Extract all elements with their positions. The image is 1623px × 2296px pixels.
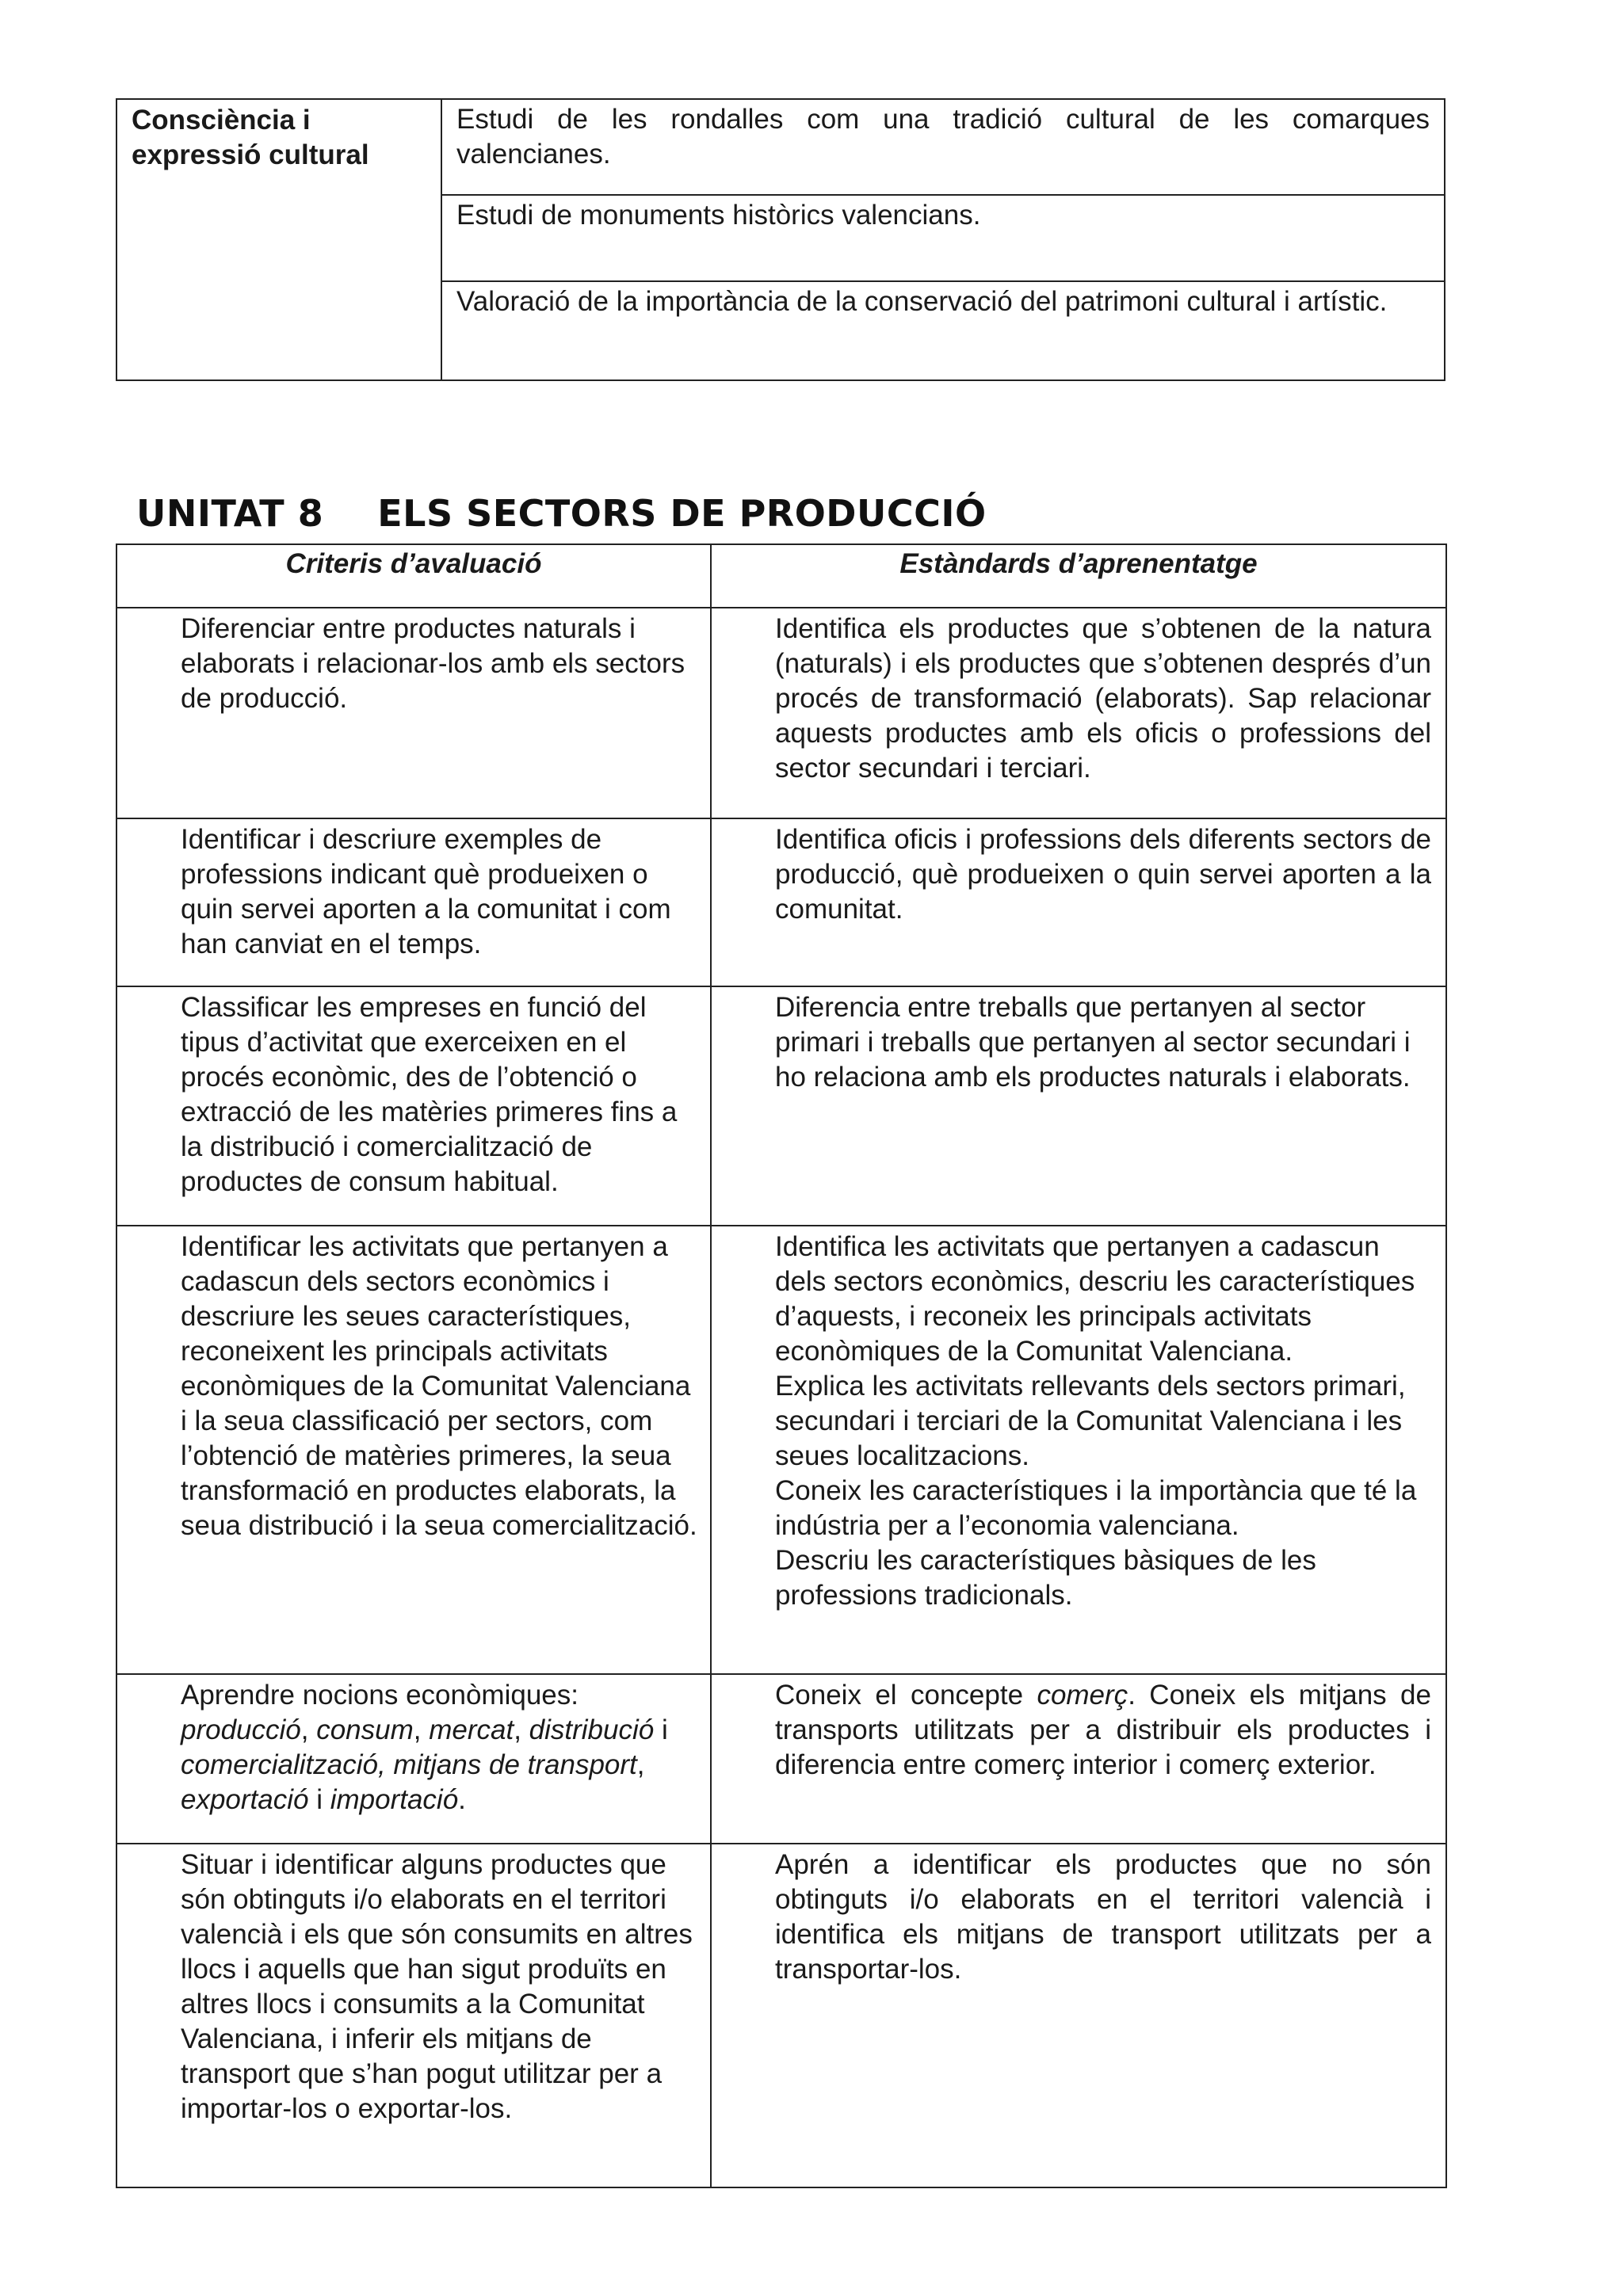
criteria-cell: Identificar i descriure exemples de professions indicant què produeixen o quin servei aporten a la comunitat i com han canviat en el temps. [116, 818, 711, 986]
standards-cell [711, 1226, 1446, 1674]
standards-cell: Diferencia entre treballs que pertanyen al sector primari i treballs que pertanyen al sector secundari i ho relaciona amb els productes naturals i elaborats. [711, 986, 1446, 1226]
standard-item: Coneix les característiques i la importància que té la indústria per a l’economia valenciana. [775, 1475, 1417, 1541]
term: consum [316, 1714, 414, 1745]
standard-text: Coneix el concepte [775, 1680, 1037, 1711]
criteria-header: Criteris d’avaluació [116, 544, 711, 608]
criteria-cell: Situar i identificar alguns productes que són obtinguts i/o elaborats en el territori valencià i els que són consumits en altres llocs i aquells que han sigut produïts en altres llocs i consumits a la Comunitat Valenciana, i inferir els mitjans de transport que s’han pogut utilitzar per a importar-los o exportar-los. [116, 1844, 711, 2187]
standard-item: Identifica les activitats que pertanyen a cadascun dels sectors econòmics, descriu les característiques d’aquests, i reconeix les principals activitats econòmiques de la Comunitat Valenciana. [775, 1231, 1415, 1367]
unit-number: UNITAT 8 [136, 492, 324, 535]
separator: i [654, 1714, 668, 1745]
standards-header: Estàndards d’aprenentatge [711, 544, 1446, 608]
separator: , [636, 1749, 645, 1780]
criteria-cell: Diferenciar entre productes naturals i elaborats i relacionar-los amb els sectors de producció. [116, 608, 711, 818]
table-row [116, 99, 1445, 195]
table-row [116, 818, 1446, 986]
separator: . [458, 1784, 466, 1815]
standards-cell [711, 1674, 1446, 1844]
cultural-item: Estudi de les rondalles com una tradició cultural de les comarques valencianes. [441, 99, 1445, 195]
term: importació [330, 1784, 459, 1815]
term: exportació [181, 1784, 309, 1815]
standards-cell: Identifica oficis i professions dels diferents sectors de producció, què produeixen o quin servei aporten a la comunitat. [711, 818, 1446, 986]
standard-item: Explica les activitats rellevants dels sectors primari, secundari i terciari de la Comunitat Valenciana i les seues localitzacions. [775, 1371, 1406, 1471]
term: producció [181, 1714, 301, 1745]
table-row [116, 608, 1446, 818]
separator: , [514, 1714, 529, 1745]
criteria-cell: Classificar les empreses en funció del tipus d’activitat que exerceixen en el procés econòmic, des de l’obtenció o extracció de les matèries primeres fins a la distribució i comercialització de productes de consum habitual. [116, 986, 711, 1226]
term: mercat [429, 1714, 514, 1745]
criteria-standards-table [116, 543, 1447, 2188]
standards-cell: Identifica els productes que s’obtenen de la natura (naturals) i els productes que s’obtenen després d’un procés de transformació (elaborats). Sap relacionar aquests productes amb els oficis o professions del sector secundari i terciari. [711, 608, 1446, 818]
criteria-intro: Aprendre nocions econòmiques: [181, 1680, 579, 1711]
criteria-cell: Identificar les activitats que pertanyen a cadascun dels sectors econòmics i descriure les seues característiques, reconeixent les principals activitats econòmiques de la Comunitat Valenciana i la seua classificació per sectors, com l’obtenció de matèries primeres, la seua transformació en productes elaborats, la seua distribució i la seua comercialització. [116, 1226, 711, 1674]
term: comerç [1037, 1680, 1128, 1711]
cultural-item: Valoració de la importància de la conservació del patrimoni cultural i artístic. [441, 281, 1445, 380]
separator: i [308, 1784, 330, 1815]
standard-text: . Coneix els mitjans de transports utilitzats per a distribuir els productes i diferencia entre comerç interior i comerç exterior. [775, 1680, 1431, 1780]
term: distribució [529, 1714, 655, 1745]
term: comercialització, mitjans de transport [181, 1749, 637, 1780]
standard-item: Descriu les característiques bàsiques de les professions tradicionals. [775, 1545, 1316, 1611]
table-header-row [116, 544, 1446, 608]
table-row [116, 1226, 1446, 1674]
table-row [116, 986, 1446, 1226]
unit-title: ELS SECTORS DE PRODUCCIÓ [377, 492, 987, 535]
unit-heading [136, 491, 987, 536]
table-row [116, 1844, 1446, 2187]
cultural-item: Estudi de monuments històrics valencians. [441, 195, 1445, 281]
separator: , [300, 1714, 317, 1745]
standards-cell: Aprén a identificar els productes que no són obtinguts i/o elaborats en el territori valencià i identifica els mitjans de transport utilitzats per a transportar-los. [711, 1844, 1446, 2187]
competence-label: Consciència i expressió cultural [116, 99, 441, 380]
table-row [116, 1674, 1446, 1844]
cultural-awareness-table [116, 98, 1445, 381]
criteria-cell [116, 1674, 711, 1844]
separator: , [413, 1714, 430, 1745]
